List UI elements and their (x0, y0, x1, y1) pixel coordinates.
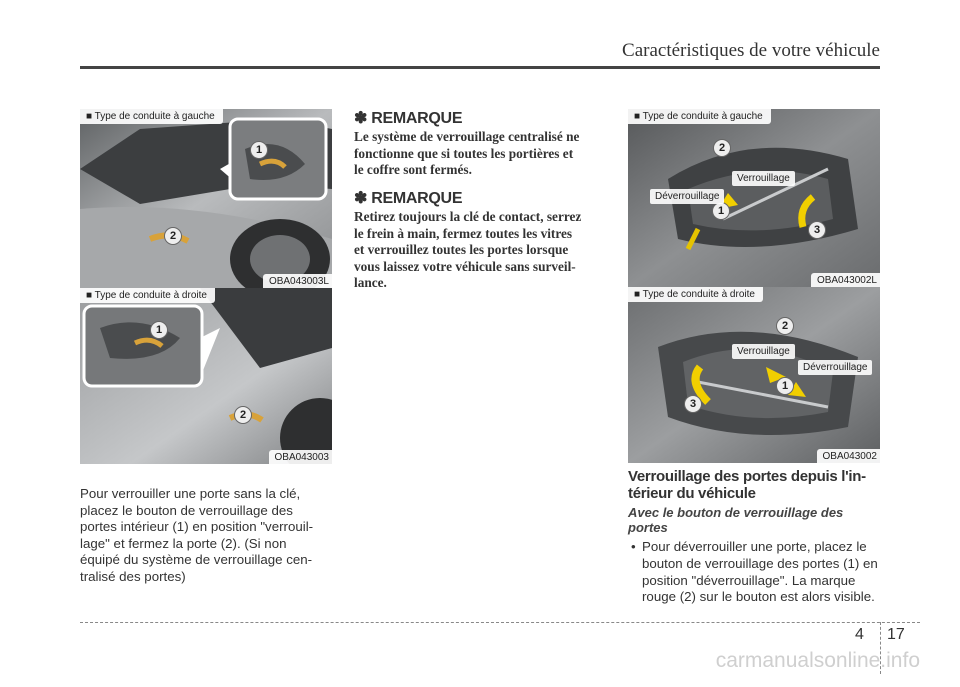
text-line: Pour verrouiller une porte sans la clé, (80, 486, 301, 501)
left-paragraph (80, 486, 332, 585)
text-line: bouton de verrouillage des portes (1) en (642, 555, 878, 571)
unlock-label: Déverrouillage (650, 189, 724, 204)
figure-tag: ■ Type de conduite à droite (628, 287, 763, 302)
watermark: carmanualsonline.info (715, 649, 920, 672)
page-header-title: Caractéristiques de votre véhicule (622, 40, 880, 61)
callout-1: 1 (250, 141, 268, 159)
text-line: vous laissez votre véhicule sans surveil- (354, 258, 576, 274)
figure-interior-handle-rhd (628, 287, 880, 463)
lock-label: Verrouillage (732, 171, 795, 186)
figure-tag: ■ Type de conduite à droite (80, 288, 215, 303)
callout-3: 3 (808, 221, 826, 239)
remark-title: ✽ REMARQUE (354, 190, 463, 207)
bullet-dot: • (631, 539, 636, 554)
text-line: placez le bouton de verrouillage des (80, 502, 293, 518)
lock-label: Verrouillage (732, 344, 795, 359)
callout-1: 1 (776, 377, 794, 395)
figure-tag: ■ Type de conduite à gauche (80, 109, 223, 124)
figure-interior-handle-lhd (628, 109, 880, 287)
callout-1: 1 (150, 321, 168, 339)
text-line: et verrouillez toutes les portes lorsque (354, 242, 569, 257)
callout-2: 2 (776, 317, 794, 335)
figure-code: OBA043003 (269, 450, 333, 464)
text-line: térieur du véhicule (628, 485, 756, 502)
text-line: Avec le bouton de verrouillage des (628, 505, 844, 520)
remark-body (354, 129, 606, 179)
callout-2: 2 (164, 227, 182, 245)
text-line: le coffre sont fermés. (354, 162, 472, 177)
text-line: portes intérieur (1) en position "verrouil- (80, 519, 314, 534)
text-line: fonctionne que si toutes les portières et (354, 145, 574, 161)
text-line: Pour déverrouiller une porte, placez le (642, 539, 867, 554)
header-rule (80, 66, 880, 69)
text-line: Le système de verrouillage centralisé ne (354, 129, 580, 144)
text-line: Retirez toujours la clé de contact, serrez (354, 209, 582, 224)
text-line: équipé du système de verrouillage cen- (80, 552, 313, 567)
figure-code: OBA043002 (817, 449, 881, 463)
callout-2: 2 (713, 139, 731, 157)
text-line: position "déverrouillage". La marque (642, 572, 856, 588)
figure-door-lock-lhd (80, 109, 332, 288)
remark-body (354, 209, 606, 292)
chapter-number: 4 (855, 626, 864, 643)
text-line: lage" et fermez la porte (2). (Si non (80, 535, 287, 551)
figure-code: OBA043002L (811, 273, 880, 287)
bullet-text (642, 539, 880, 606)
text-line: tralisé des portes) (80, 568, 186, 584)
text-line: le frein à main, fermez toutes les vitres (354, 225, 573, 241)
section-title (628, 468, 880, 502)
callout-3: 3 (684, 395, 702, 413)
callout-1: 1 (712, 202, 730, 220)
unlock-label: Déverrouillage (798, 360, 872, 375)
text-line: portes (628, 520, 668, 535)
text-line: rouge (2) sur le bouton est alors visible. (642, 589, 875, 605)
section-subtitle (628, 505, 880, 535)
interior-handle-illustration (628, 287, 880, 463)
bullet-item (628, 539, 880, 606)
car-door-illustration (80, 288, 332, 464)
car-door-illustration (80, 109, 332, 288)
remark-title: ✽ REMARQUE (354, 110, 463, 127)
footer-rule (80, 622, 920, 623)
text-line: lance. (354, 275, 387, 290)
callout-2: 2 (234, 406, 252, 424)
figure-tag: ■ Type de conduite à gauche (628, 109, 771, 124)
text-line: Verrouillage des portes depuis l'in- (628, 468, 866, 485)
figure-door-lock-rhd (80, 288, 332, 464)
figure-code: OBA043003L (263, 274, 332, 288)
page-number: 17 (887, 626, 905, 643)
